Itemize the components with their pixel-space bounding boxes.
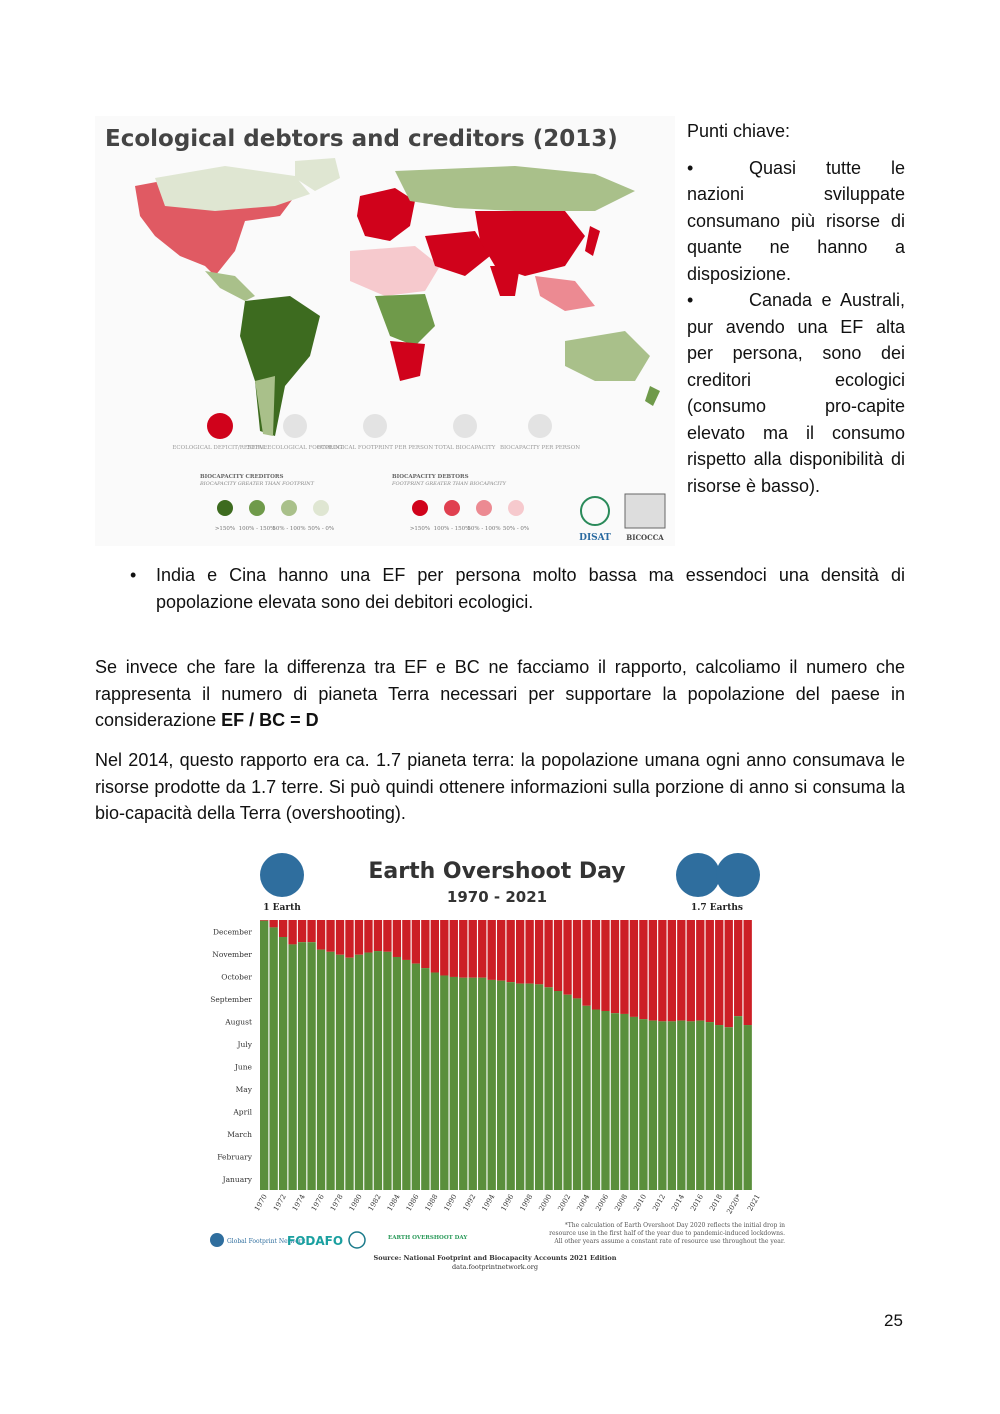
earth-budget-bar	[260, 921, 268, 1190]
earth-budget-bar	[336, 955, 344, 1190]
overshoot-bar	[364, 920, 372, 953]
overshoot-bar	[288, 920, 296, 944]
y-tick-label: August	[225, 1017, 252, 1027]
earth-budget-bar	[715, 1025, 723, 1190]
debtor-swatch-label: 100% - 150%	[433, 526, 471, 532]
y-tick-label: June	[234, 1062, 252, 1072]
debtors-legend-title: BIOCAPACITY DEBTORS	[392, 474, 469, 480]
earth-budget-bar	[326, 952, 334, 1190]
earth-budget-bar	[307, 942, 315, 1190]
overshoot-bar	[393, 920, 401, 957]
icon-label-biocapacity: TOTAL BIOCAPACITY	[434, 445, 496, 451]
chart-source: Source: National Footprint and Biocapacity Accounts 2021 Edition	[373, 1254, 617, 1262]
overshoot-bar	[355, 920, 363, 955]
earth-budget-bar	[649, 1021, 657, 1190]
y-tick-label: December	[212, 927, 252, 937]
x-tick-label: 1988	[423, 1193, 440, 1213]
earth-budget-bar	[288, 944, 296, 1190]
earth-budget-bar	[478, 978, 486, 1190]
one-point-seven-earths-label: 1.7 Earths	[691, 903, 743, 913]
bicocca-logo-icon	[625, 494, 665, 528]
chart-footnote-line2: resource use in the first half of the year due to pandemic-induced lockdowns.	[549, 1230, 785, 1237]
earth-budget-bar	[525, 984, 533, 1190]
creditor-swatch	[249, 500, 265, 516]
icon-label-deficit: ECOLOGICAL DEFICIT/RESERVE	[172, 445, 268, 451]
earth-budget-bar	[725, 1027, 733, 1190]
y-tick-label: May	[235, 1084, 252, 1094]
earth-budget-bar	[544, 987, 552, 1190]
overshoot-bar	[450, 920, 458, 977]
earth-budget-bar	[317, 950, 325, 1190]
overshoot-bar	[544, 920, 552, 987]
x-tick-label: 1994	[480, 1193, 497, 1213]
earth-budget-bar	[535, 984, 543, 1190]
overshoot-bar	[620, 920, 628, 1014]
india-china-text: India e Cina hanno una EF per persona molto bassa ma essendoci una densità di popolazione elevata sono dei debitori ecologici.	[156, 565, 905, 612]
overshoot-bar	[668, 920, 676, 1021]
biocapacity-person-icon	[528, 414, 552, 438]
x-tick-label: 1990	[442, 1193, 459, 1213]
earth-budget-bar	[374, 951, 382, 1190]
ecological-debtors-map-figure	[95, 116, 675, 546]
x-tick-label: 1974	[290, 1193, 307, 1213]
x-tick-label: 1972	[272, 1193, 288, 1213]
overshoot-bar	[469, 920, 477, 978]
x-tick-label: 2016	[689, 1193, 706, 1213]
earth-budget-bar	[298, 942, 306, 1190]
x-tick-label: 1980	[347, 1193, 364, 1213]
overshoot-bar	[649, 920, 657, 1021]
x-tick-label: 1978	[328, 1193, 345, 1213]
gfn-logo-text: Global Footprint Network	[227, 1238, 306, 1245]
overshoot-bar	[421, 920, 429, 968]
earth-budget-bar	[450, 977, 458, 1190]
earth-budget-bar	[412, 964, 420, 1190]
debtor-swatch-label: 50% - 100%	[467, 526, 501, 532]
eod-logo-text: EARTH OVERSHOOT DAY	[388, 1235, 468, 1241]
earth-icon-right	[716, 853, 760, 897]
y-tick-label: November	[212, 949, 252, 959]
x-tick-label: 1986	[404, 1193, 421, 1213]
overshoot-bar	[269, 920, 277, 927]
overshoot-bar	[374, 920, 382, 951]
earth-budget-bar	[516, 984, 524, 1190]
ratio-paragraph-text: Se invece che fare la differenza tra EF e BC ne facciamo il rapporto, calcoliamo il numero che rappresenta il numero di pianeta Terra necessari per supportare la popolazione del paese in considerazione	[95, 657, 905, 730]
overshoot-bar	[326, 920, 334, 952]
overshoot-bar	[440, 920, 448, 975]
biocapacity-icon	[453, 414, 477, 438]
overshoot-bar	[345, 920, 353, 958]
earth-budget-bar	[677, 1021, 685, 1190]
earth-budget-bar	[554, 991, 562, 1190]
overshoot-bar	[279, 920, 287, 937]
y-tick-label: July	[237, 1039, 252, 1049]
earth-budget-bar	[355, 955, 363, 1190]
earth-budget-bar	[601, 1011, 609, 1190]
debtor-swatch	[476, 500, 492, 516]
overshoot-bar	[687, 920, 695, 1021]
overshoot-bar	[431, 920, 439, 973]
debtor-swatch-label: >150%	[409, 526, 431, 532]
x-tick-label: 2002	[556, 1193, 573, 1213]
earth-budget-bar	[706, 1022, 714, 1190]
overshoot-bar	[601, 920, 609, 1011]
earth-budget-bar	[269, 927, 277, 1190]
overshoot-bar	[525, 920, 533, 984]
x-tick-label: 2010	[632, 1193, 649, 1213]
bullet-icon: •	[687, 290, 694, 310]
overshoot-bar	[715, 920, 723, 1025]
y-tick-label: March	[227, 1129, 252, 1139]
overshoot-bar	[592, 920, 600, 1010]
earth-budget-bar	[440, 975, 448, 1190]
overshoot-bar	[582, 920, 590, 1006]
key-point-item	[687, 155, 905, 288]
overshoot-bar	[478, 920, 486, 978]
earth-budget-bar	[364, 953, 372, 1190]
india-china-bullet	[130, 562, 905, 615]
x-tick-label: 1992	[461, 1193, 478, 1213]
debtors-legend-sub: FOOTPRINT GREATER THAN BIOCAPACITY	[392, 481, 506, 487]
overshoot-bar	[383, 920, 391, 952]
earth-budget-bar	[421, 968, 429, 1190]
gfn-logo-icon	[210, 1233, 224, 1247]
footprint-person-icon	[363, 414, 387, 438]
creditors-legend-title: BIOCAPACITY CREDITORS	[200, 474, 284, 480]
disat-logo-text: DISAT	[579, 533, 611, 543]
earth-budget-bar	[383, 952, 391, 1190]
earth-budget-bar	[696, 1021, 704, 1190]
debtor-swatch	[412, 500, 428, 516]
key-points-box	[687, 118, 905, 499]
x-tick-label: 2006	[594, 1193, 611, 1213]
x-tick-label: 2008	[613, 1193, 630, 1213]
ratio-paragraph	[95, 654, 905, 734]
earth-budget-bar	[563, 995, 571, 1190]
x-tick-label: 1982	[366, 1193, 383, 1213]
chart-footnote: *The calculation of Earth Overshoot Day 2020 reflects the initial drop in	[564, 1222, 785, 1229]
chart-title: Earth Overshoot Day	[368, 859, 626, 884]
one-earth-label: 1 Earth	[263, 903, 301, 913]
y-tick-label: April	[233, 1107, 252, 1117]
x-tick-label: 2021	[746, 1193, 762, 1213]
overshoot-bar	[696, 920, 704, 1021]
map-title: Ecological debtors and creditors (2013)	[105, 126, 618, 152]
earth-budget-bar	[488, 980, 496, 1190]
y-tick-label: February	[217, 1152, 252, 1162]
overshoot-bar	[734, 920, 742, 1016]
overshoot-bar	[317, 920, 325, 950]
key-point-text: Quasi tutte le nazioni sviluppate consumano più risorse di quante ne hanno a disposizione.	[687, 157, 905, 284]
creditor-swatch	[313, 500, 329, 516]
x-tick-label: 1996	[499, 1193, 516, 1213]
x-tick-label: 1970	[253, 1193, 269, 1213]
page-number: 25	[884, 1311, 903, 1330]
key-points-heading: Punti chiave:	[687, 121, 791, 141]
fodafo-logo-text: FODAFO	[287, 1234, 344, 1248]
overshoot-bar	[658, 920, 666, 1021]
key-points-list	[687, 155, 905, 500]
icon-label-biocapacity-person: BIOCAPACITY PER PERSON	[499, 445, 581, 451]
overshoot-bar	[459, 920, 467, 978]
overshoot-bar	[488, 920, 496, 980]
debtor-swatch	[444, 500, 460, 516]
bullet-icon: •	[687, 157, 694, 178]
earth-budget-bar	[734, 1016, 742, 1190]
x-tick-label: 2020*	[725, 1193, 743, 1216]
overshoot-bar	[563, 920, 571, 995]
earth-budget-bar	[592, 1010, 600, 1190]
deficit-reserve-icon	[207, 413, 233, 439]
overshoot-bar	[412, 920, 420, 964]
bicocca-logo-text: BICOCCA	[626, 533, 664, 542]
creditor-swatch	[217, 500, 233, 516]
key-point-text: Canada e Australi, pur avendo una EF alta per persona, sono dei creditori ecologici (consumo pro-capite elevato ma il consumo rispetto alla disponibilità di risorse è basso).	[687, 290, 905, 496]
earth-budget-bar	[469, 978, 477, 1190]
overshoot-bar	[535, 920, 543, 984]
creditors-legend-sub: BIOCAPACITY GREATER THAN FOOTPRINT	[200, 481, 314, 487]
earth-budget-bar	[507, 982, 515, 1190]
ratio-formula: EF / BC = D	[221, 710, 319, 730]
overshoot-bar	[298, 920, 306, 942]
earth-budget-bar	[459, 978, 467, 1190]
x-tick-label: 1976	[309, 1193, 326, 1213]
overshoot-bar	[260, 920, 268, 921]
overshoot-chart-svg	[205, 840, 795, 1280]
icon-label-footprint: TOTAL ECOLOGICAL FOOTPRINT	[246, 445, 344, 451]
overshoot-bar	[639, 920, 647, 1019]
one-earth-icon	[260, 853, 304, 897]
y-tick-label: October	[221, 972, 252, 982]
world-map-svg	[95, 116, 675, 546]
overshoot-bar	[402, 920, 410, 960]
debtor-swatch-label: 50% - 0%	[502, 526, 530, 532]
earth-budget-bar	[393, 957, 401, 1190]
overshoot-bar	[706, 920, 714, 1022]
overshoot-paragraph: Nel 2014, questo rapporto era ca. 1.7 pianeta terra: la popolazione umana ogni anno consumava le risorse prodotte da 1.7 terre. Si può quindi ottenere informazioni sulla porzione di anno si consuma la bio-capacità della Terra (overshooting).	[95, 750, 905, 823]
earth-budget-bar	[402, 960, 410, 1190]
chart-footnote-line3: All other years assume a constant rate of resource use throughout the year.	[554, 1238, 785, 1245]
earth-budget-bar	[658, 1021, 666, 1190]
creditor-swatch	[281, 500, 297, 516]
overshoot-bar	[497, 920, 505, 981]
x-tick-label: 1998	[518, 1193, 535, 1213]
earth-budget-bar	[668, 1021, 676, 1190]
creditor-swatch-label: 100% - 150%	[238, 526, 276, 532]
overshoot-bar	[611, 920, 619, 1013]
creditor-swatch-label: 50% - 0%	[307, 526, 335, 532]
earth-budget-bar	[611, 1013, 619, 1190]
earth-budget-bar	[687, 1021, 695, 1190]
icon-label-footprint-person: ECOLOGICAL FOOTPRINT PER PERSON	[316, 445, 434, 451]
earth-budget-bar	[582, 1006, 590, 1190]
overshoot-bar	[630, 920, 638, 1017]
x-tick-label: 2018	[708, 1193, 724, 1213]
earth-budget-bar	[345, 958, 353, 1190]
overshoot-bar	[516, 920, 524, 984]
overshoot-bar	[307, 920, 315, 942]
earth-budget-bar	[279, 937, 287, 1190]
creditor-swatch-label: >150%	[214, 526, 236, 532]
overshoot-bar	[744, 920, 752, 1025]
debtor-swatch	[508, 500, 524, 516]
x-tick-label: 2012	[651, 1193, 668, 1213]
x-tick-label: 2000	[537, 1193, 554, 1213]
footprint-icon	[283, 414, 307, 438]
chart-subtitle: 1970 - 2021	[446, 888, 548, 906]
x-tick-label: 1984	[385, 1193, 402, 1213]
overshoot-bar	[336, 920, 344, 955]
earth-overshoot-chart	[205, 840, 795, 1280]
key-point-item	[687, 287, 905, 499]
earth-budget-bar	[620, 1014, 628, 1190]
earth-budget-bar	[573, 998, 581, 1190]
overshoot-bar	[573, 920, 581, 998]
earth-budget-bar	[497, 981, 505, 1190]
overshoot-bar	[677, 920, 685, 1021]
overshoot-bar	[554, 920, 562, 991]
earth-budget-bar	[639, 1019, 647, 1190]
creditor-swatch-label: 50% - 100%	[272, 526, 306, 532]
earth-budget-bar	[744, 1025, 752, 1190]
overshoot-bar	[507, 920, 515, 982]
y-tick-label: September	[210, 994, 252, 1004]
y-tick-label: January	[222, 1174, 252, 1184]
x-tick-label: 2014	[670, 1193, 687, 1213]
chart-source-url: data.footprintnetwork.org	[452, 1263, 538, 1271]
earth-budget-bar	[630, 1017, 638, 1190]
bullet-icon: •	[130, 565, 137, 585]
earth-icon-left	[676, 853, 720, 897]
x-tick-label: 2004	[575, 1193, 592, 1213]
earth-budget-bar	[431, 973, 439, 1190]
overshoot-bar	[725, 920, 733, 1027]
